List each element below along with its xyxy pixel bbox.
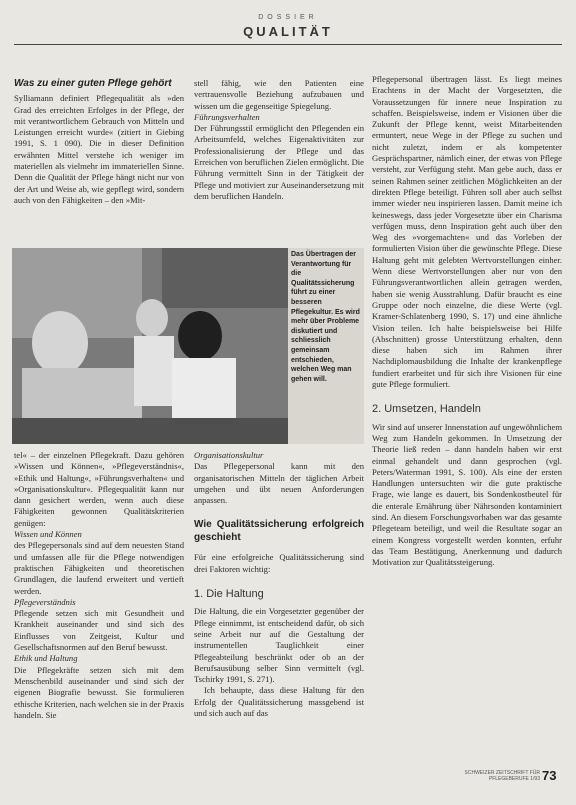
- paragraph: stell fähig, wie den Patienten eine vertrauensvolle Beziehung aufzubauen und wissen um die gegenseitige Spiegelung.: [194, 78, 364, 111]
- photo-caption: Das Übertragen der Verantwortung für die Qualitätssicherung führt zu einer besseren Pflegekultur. Es wird mehr über Probleme diskutiert und schliesslich gemeinsam entschieden, welchen Weg man gehen will.: [288, 248, 364, 444]
- numbered-heading: 2. Umsetzen, Handeln: [372, 403, 481, 416]
- section-heading: Wie Qualitätssicherung erfolgreich geschieht: [194, 519, 364, 544]
- section-kicker: DOSSIER: [258, 14, 318, 21]
- column-1-top: [14, 78, 184, 246]
- paragraph: Das Pflegepersonal kann mit den organisatorischen Mitteln der täglichen Arbeit umgehen und übt neuen Anforderungen anpassen.: [194, 461, 364, 506]
- subheading: Pflegeverständnis: [14, 596, 76, 607]
- paragraph: Wir sind auf unserer Innenstation auf ungewöhnlichem Weg zum Handeln gekommen. In Umsetzung der Theorie ließ reden – dann handeln haben wir erst einmal gehandelt und dann gesprochen (vgl. Peters/Waterman 1991, S. 100). Als eine der ersten Handlungen untersuchten wir die gute praktische Frage, wie lange es dauert, bis Sondenkostbeutel für die enterale Ernährung über Nährsonden kontaminiert sind. An diesem Forschungsvorhaben war das gesamte Pflegeteam beteiligt, und weil die Resultate sogar an einem Kongress vorgestellt werden konnten, erfuhr das Team Bestätigung, Anerkennung und dadurch Motivation zur Qualitätssteigerung.: [372, 421, 562, 568]
- paragraph: Ich behaupte, dass diese Haltung für den Erfolg der Qualitätssicherung massgebend ist und sich auch auf das: [194, 685, 364, 719]
- paragraph: tel« – der einzelnen Pflegekraft. Dazu gehören »Wissen und Können«, »Pflegeverständnis«, »Ethik und Haltung«, »Führungsverhalten« und »Organisationskultur«. Pflegequalität kann nur dann gesichert werden, wenn auch diese Fähigkeiten gewonnen Qualitätskriterien genügen:: [14, 450, 184, 528]
- column-2-bottom: [194, 450, 364, 768]
- subheading: Führungsverhalten: [194, 111, 260, 122]
- paragraph: Pflegende setzen sich mit Gesundheit und Krankheit auseinander und sind sich des Einflusses von Zeitgeist, Kultur und Gesellschaftsnormen auf den Beruf bewusst.: [14, 608, 184, 653]
- subheading: Wissen und Können: [14, 529, 82, 540]
- subheading: Organisationskultur: [194, 450, 264, 460]
- photo-illustration: [12, 248, 288, 444]
- magazine-footer: SCHWEIZER ZEITSCHRIFT FÜR PFLEGEBERUFE 1/93: [464, 770, 540, 782]
- paragraph: Pflegepersonal übertragen lässt. Es liegt meines Erachtens in der Macht der Vorgesetzten, die Voraussetzungen für innere neue Inspiration zu schaffen. Beispielsweise, indem er Visionen über die Zukunft der Pflege kennt, weist Mitarbeitenden ermuntert, neue Wege in der Pflege zu suchen und nicht zuletzt, indem er als kompetenter Gesprächspartner, nämlich einer, der etwas von Pflege versteht, zur Verfügung steht. Man gebe auch, dass er seinen Rahmen seiner zeitlichen Möglichkeiten an der direkten Pflege beteiligt. Führen soll aber auch selbst immer wieder neu inspirieren lassen. Damit meine ich keineswegs, dass jeder Vorgesetzte über ein Charisma verfügen muss, denn Inspiration geht auch über den Weg des »vorgemachten« und das Vorleben der formulierten Vision über die gewünschte Pflege. Diese Haltung geht mit gelebten Wertvorstellungen einher. Wenn diese Wertvorstellungen aber nur von den Führungsverantwortlichen allein getragen werden, haben sie wenig Ausstrahlung. Dafür braucht es eine Gruppe oder noch einzelne, die diese Werte (vgl. Kramer-Schlatenberg 1990, S. 17) und eine ähnliche Vision teilen. Ich halte beispielsweise bei Hilfe (Abschnitten) grosse Unterstützung erhalten, denn diese haben sich im Rahmen ihrer Nachdiplomausbildung die Inhalte der krankenpflege fundiert erarbeitet und für sich ihre Visionen für eine gute Pflege formuliert.: [372, 74, 562, 390]
- paragraph: Sylliamann definiert Pflegequalität als »den Grad des erreichten Erfolges in der Pflege, der mit verantwortlichem Gebrauch von Mitteln und Leistungen erreicht wurde« (zitiert in Giebing 1991, S. 1 090). Die in dieser Definition erwähnten Mittel verstehe ich weniger im materiellen als vielmehr im immateriellen Sinne. Denn die Qualität der Pflege hängt nicht nur von der Art und Weise ab, wie gepflegt wird, sondern auch von den Fähigkeiten – den »Mit-: [14, 93, 184, 205]
- article-heading: Was zu einer guten Pflege gehört: [14, 78, 172, 89]
- paragraph: des Pflegepersonals sind auf dem neuesten Stand und umfassen alle für die Pflege notwendigen praktischen Fähigkeiten und theoretischen Grundlagen, die laufend erweitert und vertieft werden.: [14, 540, 184, 596]
- page-number: 73: [542, 768, 557, 783]
- column-3: [372, 74, 562, 768]
- section-title: QUALITÄT: [243, 24, 333, 39]
- paragraph: Für eine erfolgreiche Qualitätssicherung sind drei Faktoren wichtig:: [194, 552, 364, 574]
- column-2-top: [194, 78, 364, 246]
- subheading: Ethik und Haltung: [14, 653, 78, 664]
- paragraph: Die Haltung, die ein Vorgesetzter gegenüber der Pflege einnimmt, ist entscheidend dafür, ob sich seine Arbeit nur auf die Gestaltung der instrumentellen Tauglichkeit einer Pflegeabteilung beschränkt oder ob an der Berufsausübung selber Sinn vermittelt (vgl. Tschirky 1991, S. 271).: [194, 606, 364, 685]
- header-rule: [14, 44, 562, 45]
- numbered-heading: 1. Die Haltung: [194, 588, 264, 601]
- nursing-photo: [12, 248, 288, 444]
- paragraph: Die Pflegekräfte setzen sich mit dem Menschenbild auseinander und sind sich der eigenen Biografie bewusst. Sie formulieren ethische Kriterien, nach welchen sie in der Praxis handeln. Sie: [14, 664, 184, 720]
- column-1-bottom: [14, 450, 184, 768]
- paragraph: Der Führungsstil ermöglicht den Pflegenden ein Arbeitsumfeld, welches Eigenaktivitäten zur Professionalisierung der Pflege und das Erreichen von beruflichen Zielen ermöglicht. Die Führung vermittelt Sinn in der Tätigkeit der Pflege und motiviert zur Auseinandersetzung mit dem beruflichen Handeln.: [194, 123, 364, 201]
